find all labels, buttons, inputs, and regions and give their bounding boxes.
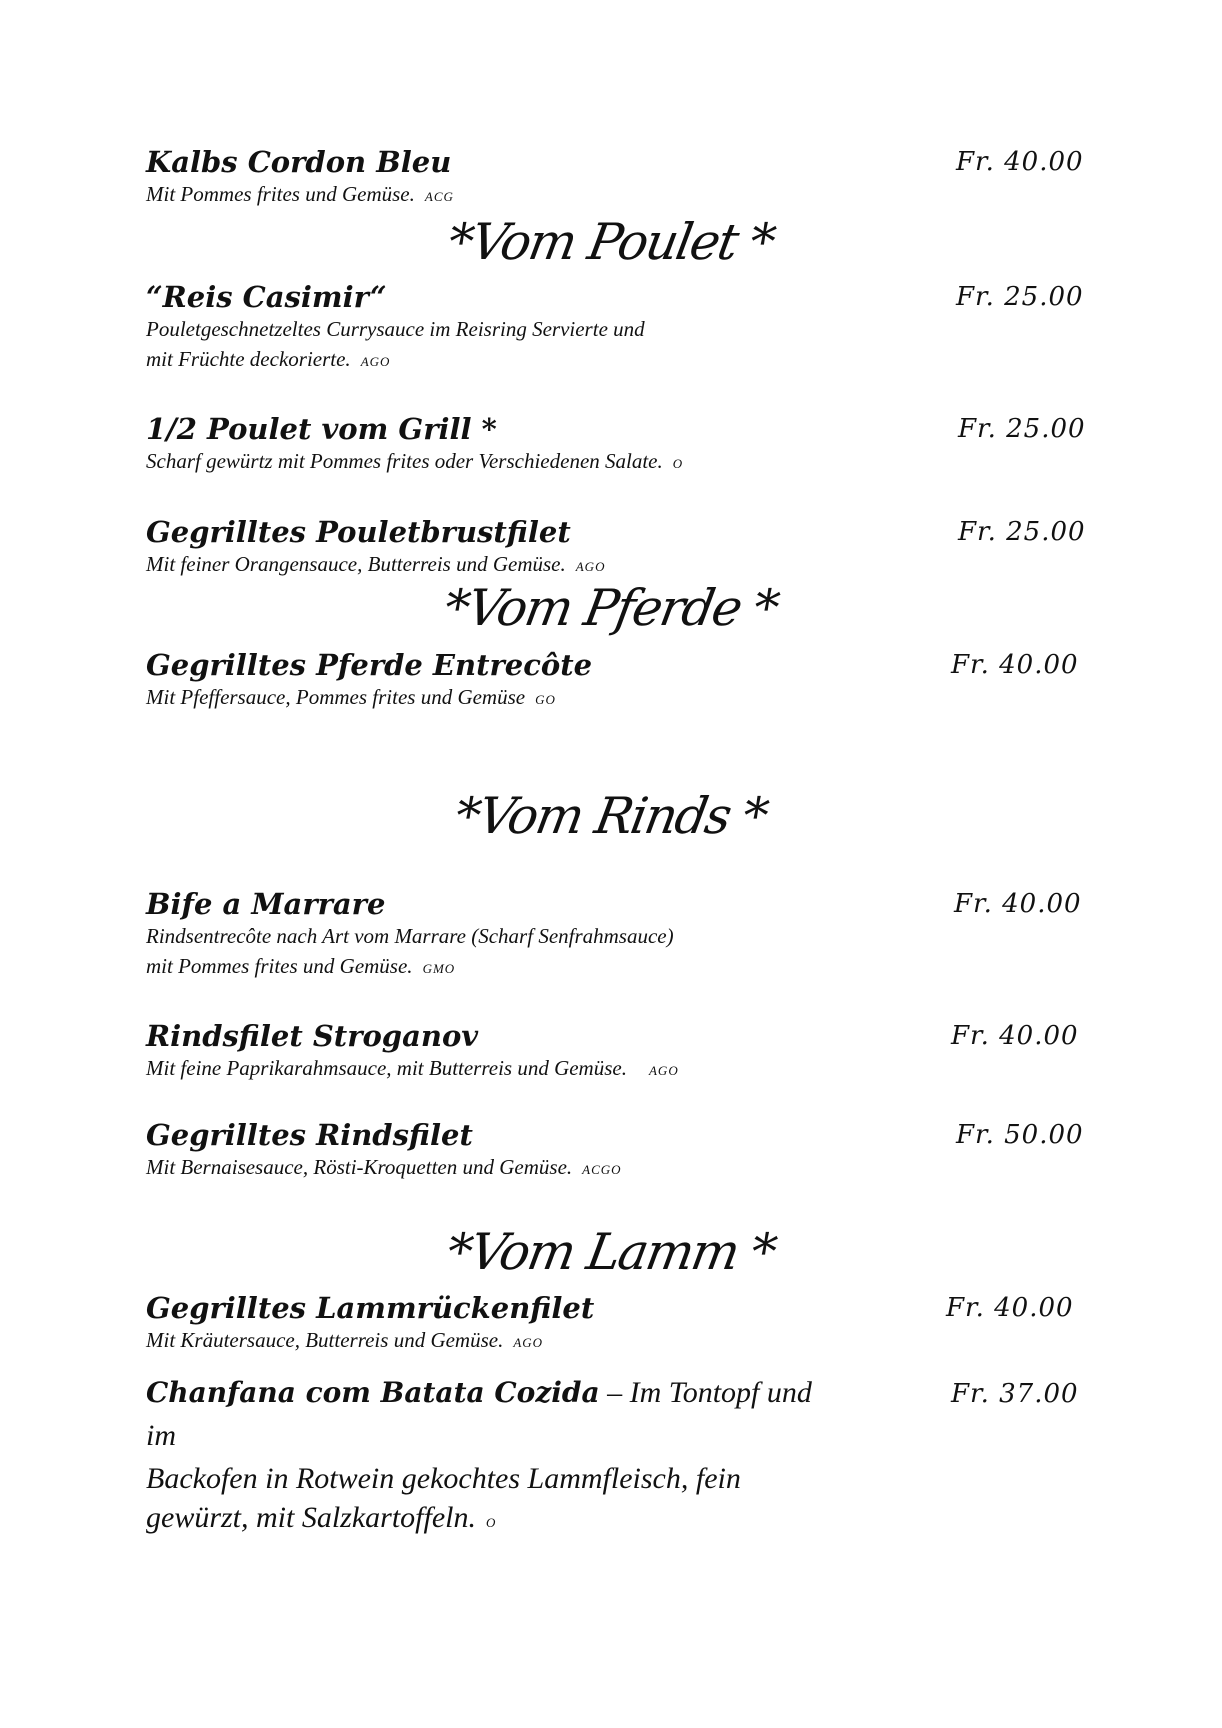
allergen-codes: O [672,456,684,471]
item-description-text: Mit Pfeffersauce, Pommes frites und Gemüse [146,685,526,709]
item-description [146,179,1076,212]
item-price: Fr. 50.00 [956,1120,1084,1150]
item-description-text: Mit feiner Orangensauce, Butterreis und Gemüse. [146,552,566,576]
item-description [146,1325,1076,1358]
item-description [146,314,1076,377]
menu-item-rindsfilet-stroganov [146,1019,1079,1086]
item-name: Chanfana com Batata Cozida [146,1376,600,1409]
item-name: Rindsfilet Stroganov [146,1019,479,1053]
item-description-text: mit Pommes frites und Gemüse. [146,954,413,978]
section-heading-pferde: *Vom Pferde * [439,579,783,637]
menu-item-chanfana [146,1373,1079,1542]
item-description-line [146,951,1076,984]
allergen-codes: AGO [648,1063,679,1078]
item-description [146,1152,1076,1185]
item-name: Gegrilltes Pouletbrustfilet [146,515,571,549]
item-description-line: Backofen in Rotwein gekochtes Lammfleisch, fein [146,1462,741,1495]
allergen-codes: GO [535,692,556,707]
menu-item-gegrilltes-rindsfilet [146,1118,1084,1185]
item-name: Kalbs Cordon Bleu [146,145,452,179]
item-price: Fr. 40.00 [946,1293,1074,1323]
item-price: Fr. 37.00 [951,1379,1079,1409]
item-description [146,921,1076,984]
item-description-line: Rindsentrecôte nach Art vom Marrare (Scharf Senfrahmsauce) [146,924,674,948]
item-price: Fr. 40.00 [951,1021,1079,1051]
item-description-line: Pouletgeschnetzeltes Currysauce im Reisring Servierte und [146,317,645,341]
item-description-line [146,344,1076,377]
allergen-codes: AGO [575,559,606,574]
menu-item-pferde-entrecote [146,648,1079,715]
item-name: Bife a Marrare [146,887,386,921]
item-description-line [146,1373,846,1459]
menu-item-poulet-vom-grill [146,412,1086,479]
item-description-text: – Im Tontopf und im [146,1376,812,1452]
item-description-text: Mit feine Paprikarahmsauce, mit Butterreis und Gemüse. [146,1056,627,1080]
allergen-codes: AGO [360,354,391,369]
item-name: Gegrilltes Pferde Entrecôte [146,648,593,682]
allergen-codes: ACG [424,189,454,204]
item-price: Fr. 25.00 [958,414,1086,444]
item-description-text: mit Früchte deckorierte. [146,347,351,371]
item-description [146,1053,1076,1086]
allergen-codes: ACGO [582,1162,622,1177]
item-description [146,682,1076,715]
item-name: 1/2 Poulet vom Grill * [146,412,497,446]
item-price: Fr. 25.00 [958,517,1086,547]
item-name: Gegrilltes Lammrückenfilet [146,1291,595,1325]
menu-item-bife-a-marrare [146,887,1082,984]
section-heading-poulet: *Vom Poulet * [443,213,779,271]
item-description-text: Scharf gewürtz mit Pommes frites oder Verschiedenen Salate. [146,449,663,473]
item-description-text: gewürzt, mit Salzkartoffeln. [146,1501,476,1534]
item-price: Fr. 40.00 [951,650,1079,680]
menu-item-kalbs-cordon-bleu [146,145,1084,212]
item-name: “Reis Casimir“ [146,280,387,314]
menu-item-reis-casimir [146,280,1084,377]
menu-item-pouletbrustfilet [146,515,1086,582]
item-price: Fr. 40.00 [954,889,1082,919]
section-heading-lamm: *Vom Lamm * [442,1223,780,1281]
item-description-line [146,1498,846,1542]
item-description [146,446,1076,479]
item-price: Fr. 40.00 [956,147,1084,177]
item-description-text: Mit Pommes frites und Gemüse. [146,182,415,206]
item-description-text: Mit Bernaisesauce, Rösti-Kroquetten und Gemüse. [146,1155,573,1179]
section-heading-rinds: *Vom Rinds * [450,787,772,845]
allergen-codes: O [486,1515,497,1530]
item-price: Fr. 25.00 [956,282,1084,312]
item-description-text: Mit Kräutersauce, Butterreis und Gemüse. [146,1328,504,1352]
menu-item-lammrueckenfilet [146,1291,1076,1358]
item-name: Gegrilltes Rindsfilet [146,1118,473,1152]
allergen-codes: GMO [422,961,456,976]
allergen-codes: AGO [513,1335,544,1350]
item-description [146,1373,846,1542]
